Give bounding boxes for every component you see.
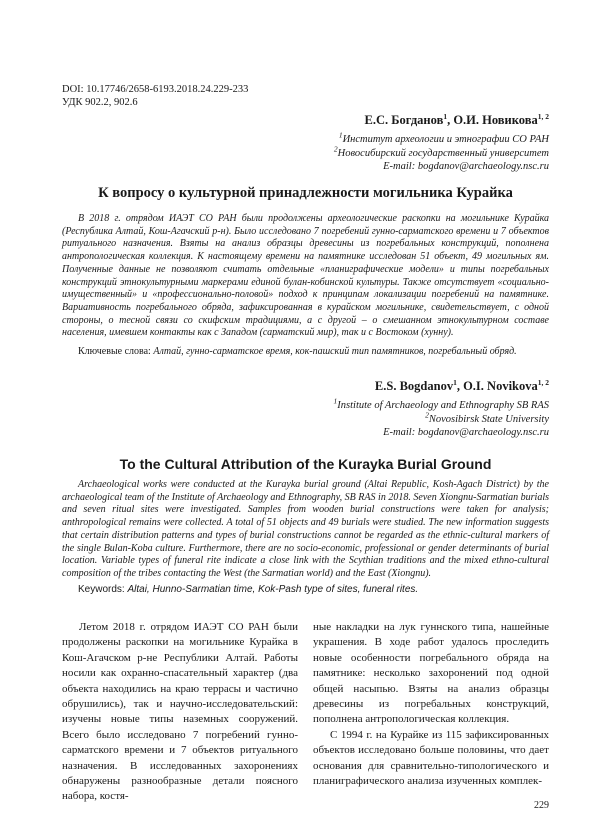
affiliation (333, 396, 549, 413)
affiliation-sup: 2 (425, 410, 429, 419)
author-name: О.И. Новикова (453, 113, 538, 127)
body-paragraph: С 1994 г. на Курайке из 115 зафиксированных объектов исследовано больше половины, что дает основания для сравнительно-типологического и планиграфического анализа изученных комплек- (313, 728, 549, 788)
affiliation (334, 130, 549, 147)
author-sup: 1, 2 (537, 377, 549, 387)
body-paragraph: Летом 2018 г. отрядом ИАЭТ СО РАН были продолжены раскопки на могильнике Курайка в Кош-Агачском р-не Республики Алтай. Работы носили как охранно-спасательный характер (два объекта находились на краю террасы и частично обрушились), так и научно-исследовательский: изучены новые типы наземных сооружений. Всего было исследовано 7 погребений гунно-сарматского времени и 7 объектов ритуального назначения. В исследованных захоронениях обнаружены разнообразные детали поясного набора, костя- (62, 621, 298, 803)
author-sup: 1 (443, 111, 448, 121)
affiliation-sup: 2 (333, 144, 338, 153)
body-column-right (313, 620, 549, 789)
email: E-mail: bogdanov@archaeology.nsc.ru (383, 427, 549, 438)
affiliation-sup: 1 (333, 396, 338, 406)
affiliation-text: Institute of Archaeology and Ethnography SB RAS (337, 400, 549, 411)
author-sup: 1 (453, 377, 457, 387)
body-column-left (62, 620, 298, 805)
keywords-text: Altai, Hunno-Sarmatian time, Kok-Pash type of sites, funeral rites. (127, 584, 419, 595)
body-paragraph: ные накладки на лук гуннского типа, нашейные украшения. В ходе работ удалось проследить новые особенности погребального обряда на памятнике: несколько захоронений под одной общей насыпью. Взяты на анализ образцы древесины из погребальных конструкций, пополнена антропологическая коллекция. (313, 621, 549, 726)
affiliation-text: Институт археологии и этнографии СО РАН (342, 134, 549, 145)
affiliation-text: Новосибирский государственный университет (337, 147, 549, 159)
affiliation (334, 410, 549, 427)
affiliations-en (333, 396, 549, 440)
email: E-mail: bogdanov@archaeology.nsc.ru (383, 161, 549, 172)
author-name: O.I. Novikova (463, 379, 538, 393)
doi: DOI: 10.17746/2658-6193.2018.24.229-233 (62, 84, 249, 95)
keywords-ru (78, 346, 548, 358)
affiliation-sup: 1 (338, 130, 343, 140)
author-separator: , (456, 379, 464, 393)
authors-en (375, 379, 549, 394)
abstract-en: Archaeological works were conducted at the Kurayka burial ground (Altai Republic, Kosh-Agach District) by the archaeological team of the Institute of Archaeology and Ethnography, SB RAS in 2018. Seven Xiongnu-Sarmatian burials and seven ritual sites were investigated. Samples from wooden burial constructions were taken for analysis; anthropological remains were collected. A total of 51 objects and 49 burials were studied. The new information suggests that certain distribution patterns and types of burial constructions cannot be regarded as the ethnic-cultural markers of the single Bulan-Koba culture. Furthermore, there are no socio-economic, professional or gender determinants of burial location. Variable types of funeral rite indicate a close link with the Scythian traditions and the mixed ethno-cultural composition of the tribes contacting the West (the Sarmatian world) and the East (Xiongnu). (62, 479, 549, 579)
page-number: 229 (534, 800, 549, 811)
authors-ru (365, 113, 549, 128)
author-separator: , (447, 113, 454, 127)
keywords-en (78, 584, 548, 596)
author-sup: 1, 2 (537, 111, 549, 121)
abstract-ru: В 2018 г. отрядом ИАЭТ СО РАН были продолжены археологические раскопки на могильнике Курайка (Республика Алтай, Кош-Агачский р-н). Было исследовано 7 погребений гунно-сарматского времени и 7 объектов ритуального назначения. Взяты на анализ образцы древесины из погребальных конструкций, пополнена антропологическая коллекция. К настоящему времени на памятнике исследован 51 объект, 49 могильных ям. Полученные данные не позволяют считать отдельные «планиграфические модели» и типы погребальных конструкций этнокультурными маркерами единой булан-кобинской культуры. Также отсутствует «социально-имущественный» и «профессионально-половой» подход к принципам локализации погребений на памятнике. Вариативность погребального обряда, зафиксированная в курайском могильнике, свидетельствует, с одной стороны, о тесной связи со скифским традициями, а с другой – о смешанном этнокультурном составе населения, имевшем контакты как с Западом (сарматский мир), так и с Востоком (хунну). (62, 213, 549, 339)
affiliations-ru (333, 130, 549, 174)
affiliation (333, 144, 549, 161)
author-name: E.S. Bogdanov (374, 379, 454, 393)
affiliation-text: Novosibirsk State University (428, 413, 549, 425)
keywords-text: Алтай, гунно-сарматское время, кок-пашский тип памятников, погребальный обряд. (153, 346, 517, 357)
udk: УДК 902.2, 902.6 (62, 97, 138, 108)
article-title-en: To the Cultural Attribution of the Kurayka Burial Ground (119, 456, 492, 472)
keywords-label: Ключевые слова: (78, 346, 154, 357)
author-name: Е.С. Богданов (364, 113, 444, 127)
article-title-ru: К вопросу о культурной принадлежности могильника Курайка (98, 185, 513, 201)
keywords-label: Keywords: (78, 584, 128, 595)
